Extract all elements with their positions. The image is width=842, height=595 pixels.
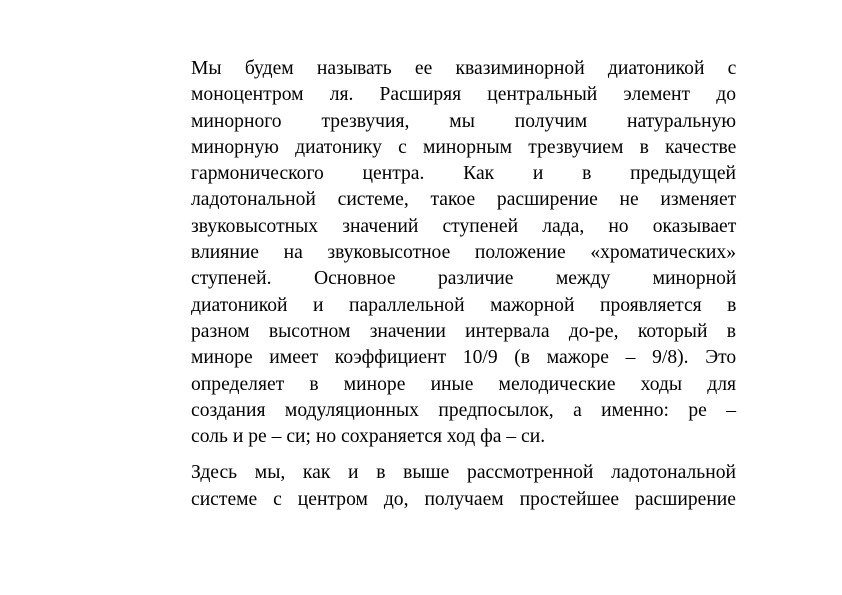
text-line: разном высотном значении интервала до-ре, который в [191, 320, 736, 342]
text-line: Мы будем называть ее квазиминорной диатоникой с [191, 58, 737, 79]
text-line: системе с центром до, получаем простейшее расширение [191, 488, 736, 510]
text-line: влияние на звуковысотное положение «хроматических» [191, 242, 736, 264]
paragraph-2 [191, 460, 736, 513]
text-line: Здесь мы, как и в выше рассмотренной ладотональной [191, 462, 736, 484]
paragraph-1 [191, 56, 736, 450]
text-line: создания модуляционных предпосылок, а именно: ре – [191, 399, 737, 421]
text-line: ступеней. Основное различие между минорной [191, 268, 737, 290]
text-line: гармонического центра. Как и в предыдущей [191, 163, 736, 185]
text-line: миноре имеет коэффициент 10/9 (в мажоре – 9/8). Это [191, 347, 737, 369]
text-line: моноцентром ля. Расширяя центральный элемент до [191, 84, 736, 106]
body-text [191, 56, 736, 513]
text-line: диатоникой и параллельной мажорной проявляется в [191, 294, 737, 316]
text-line: звуковысотных значений ступеней лада, но оказывает [191, 215, 737, 237]
text-line: ладотональной системе, такое расширение не изменяет [191, 189, 737, 211]
text-line: соль и ре – си; но сохраняется ход фа – си. [191, 426, 546, 448]
text-line: минорного трезвучия, мы получим натуральную [191, 110, 737, 132]
text-line: минорную диатонику с минорным трезвучием в качестве [191, 136, 737, 158]
text-line: определяет в миноре иные мелодические ходы для [191, 373, 736, 395]
